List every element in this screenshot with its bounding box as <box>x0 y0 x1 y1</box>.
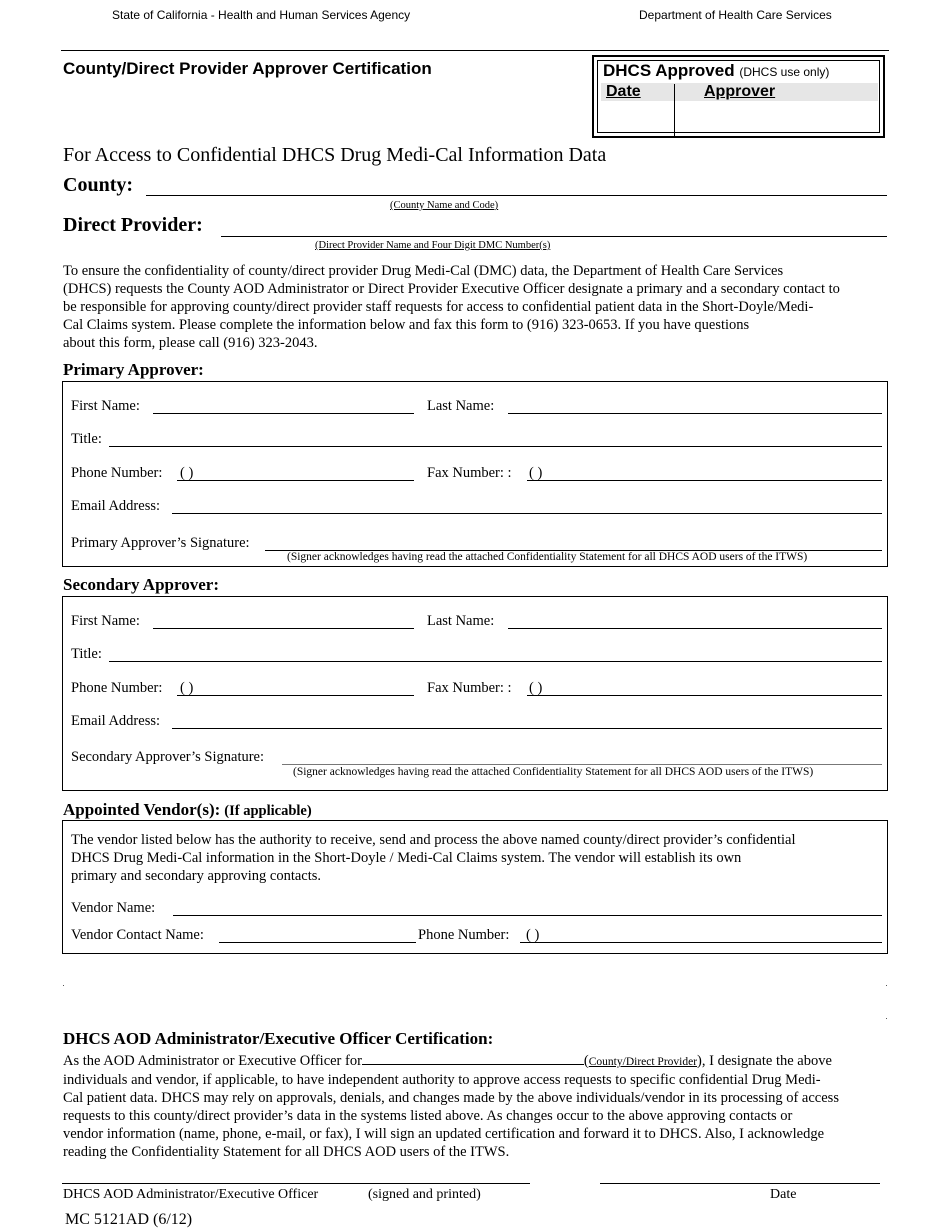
certification-county-input[interactable] <box>362 1051 584 1065</box>
officer-signature-input[interactable] <box>62 1183 530 1184</box>
vendor-phone-label: Phone Number: <box>418 927 510 943</box>
secondary-signature-input[interactable] <box>282 764 882 765</box>
primary-last-name-input[interactable] <box>508 413 882 414</box>
primary-approver-box <box>62 381 888 567</box>
form-number: MC 5121AD (6/12) <box>65 1211 193 1228</box>
secondary-approver-heading: Secondary Approver: <box>63 575 219 594</box>
dhcs-approved-title: DHCS Approved (DHCS use only) <box>603 61 830 80</box>
primary-first-name-label: First Name: <box>71 398 140 414</box>
scan-dot <box>63 985 64 986</box>
direct-provider-label: Direct Provider: <box>63 214 203 236</box>
county-caption: (County Name and Code) <box>390 200 499 211</box>
secondary-approver-box <box>62 596 888 791</box>
direct-provider-caption: (Direct Provider Name and Four Digit DMC Number(s) <box>315 240 551 251</box>
agency-name: State of California - Health and Human Services Agency <box>112 8 411 22</box>
secondary-email-input[interactable] <box>172 728 882 729</box>
vendor-contact-input[interactable] <box>219 942 416 943</box>
secondary-first-name-input[interactable] <box>153 628 414 629</box>
secondary-phone-label: Phone Number: <box>71 680 163 696</box>
vendor-heading: Appointed Vendor(s): (If applicable) <box>63 800 312 819</box>
dhcs-approved-header <box>601 83 878 101</box>
approved-divider <box>674 84 675 136</box>
primary-approver-heading: Primary Approver: <box>63 360 204 379</box>
primary-phone-parens: ( ) <box>180 465 194 481</box>
secondary-last-name-input[interactable] <box>508 628 882 629</box>
certification-heading: DHCS AOD Administrator/Executive Officer Certification: <box>63 1029 494 1048</box>
vendor-phone-input[interactable] <box>520 942 882 943</box>
secondary-signature-label: Secondary Approver’s Signature: <box>71 749 265 765</box>
primary-title-label: Title: <box>71 431 102 447</box>
secondary-email-label: Email Address: <box>71 713 161 729</box>
officer-label: DHCS AOD Administrator/Executive Officer <box>63 1187 319 1202</box>
county-label: County: <box>63 174 134 196</box>
vendor-phone-parens: ( ) <box>526 927 540 943</box>
vendor-box <box>62 820 888 954</box>
secondary-fax-label: Fax Number: : <box>427 680 512 696</box>
dhcs-approved-box <box>592 55 885 138</box>
secondary-signer-note: (Signer acknowledges having read the attached Confidentiality Statement for all DHCS AOD users of the ITWS) <box>293 766 814 778</box>
certification-text: As the AOD Administrator or Executive Officer for (County/Direct Provider), I designate the above individuals and vendor, if applicable, to have independent authority to approve access requests to specific confidential Drug Medi- Cal patient data. DHCS may rely on approvals, denials, and changes made by the above individuals/vendor in its processing of access requests to this county/direct provider’s data in the systems listed above. As changes occur to the above approving contacts or vendor information (name, phone, e-mail, or fax), I will sign an updated certification and forward it to DHCS. Also, I acknowledge reading the Confidentiality Statement for all DHCS AOD users of the ITWS. <box>63 1053 839 1160</box>
vendor-contact-label: Vendor Contact Name: <box>71 927 204 943</box>
scan-dot <box>886 985 887 986</box>
vendor-description: The vendor listed below has the authority to receive, send and process the above named county/direct provider’s confidential DHCS Drug Medi-Cal information in the Short-Doyle / Medi-Cal Claims system. The vendor will establish its own primary and secondary approving contacts. <box>71 832 796 884</box>
vendor-name-input[interactable] <box>173 915 882 916</box>
primary-signer-note: (Signer acknowledges having read the attached Confidentiality Statement for all DHCS AOD users of the ITWS) <box>287 551 808 563</box>
county-input[interactable] <box>146 195 887 196</box>
primary-fax-parens: ( ) <box>529 465 543 481</box>
form-title: County/Direct Provider Approver Certification <box>63 59 432 78</box>
date-label: Date <box>770 1187 797 1202</box>
header-rule <box>61 50 889 51</box>
page-subtitle: For Access to Confidential DHCS Drug Medi-Cal Information Data <box>63 144 607 166</box>
approved-date-label: Date <box>606 83 641 100</box>
primary-fax-input[interactable] <box>527 480 882 481</box>
primary-title-input[interactable] <box>109 446 882 447</box>
secondary-last-name-label: Last Name: <box>427 613 495 629</box>
primary-email-input[interactable] <box>172 513 882 514</box>
primary-fax-label: Fax Number: : <box>427 465 512 481</box>
primary-phone-input[interactable] <box>177 480 414 481</box>
secondary-title-label: Title: <box>71 646 102 662</box>
secondary-phone-input[interactable] <box>177 695 414 696</box>
primary-email-label: Email Address: <box>71 498 161 514</box>
department-name: Department of Health Care Services <box>639 8 832 22</box>
approved-approver-label: Approver <box>704 83 776 100</box>
intro-paragraph: To ensure the confidentiality of county/direct provider Drug Medi-Cal (DMC) data, the Department of Health Care Services (DHCS) requests the County AOD Administrator or Direct Provider Executive Officer designate a primary and a secondary contact to be responsible for approving county/direct provider staff requests for access to confidential patient data in the Short-Doyle/Medi- Cal Claims system. Please complete the information below and fax this form to (916) 323-0653. If you have questions about this form, please call (916) 323-2043. <box>63 263 840 351</box>
secondary-title-input[interactable] <box>109 661 882 662</box>
primary-signature-label: Primary Approver’s Signature: <box>71 535 250 551</box>
direct-provider-input[interactable] <box>221 236 887 237</box>
primary-last-name-label: Last Name: <box>427 398 495 414</box>
secondary-first-name-label: First Name: <box>71 613 140 629</box>
signed-printed-label: (signed and printed) <box>368 1187 481 1202</box>
primary-first-name-input[interactable] <box>153 413 414 414</box>
scan-dot <box>886 1018 887 1019</box>
secondary-fax-input[interactable] <box>527 695 882 696</box>
vendor-name-label: Vendor Name: <box>71 900 156 916</box>
primary-phone-label: Phone Number: <box>71 465 163 481</box>
signature-date-input[interactable] <box>600 1183 880 1184</box>
secondary-fax-parens: ( ) <box>529 680 543 696</box>
secondary-phone-parens: ( ) <box>180 680 194 696</box>
